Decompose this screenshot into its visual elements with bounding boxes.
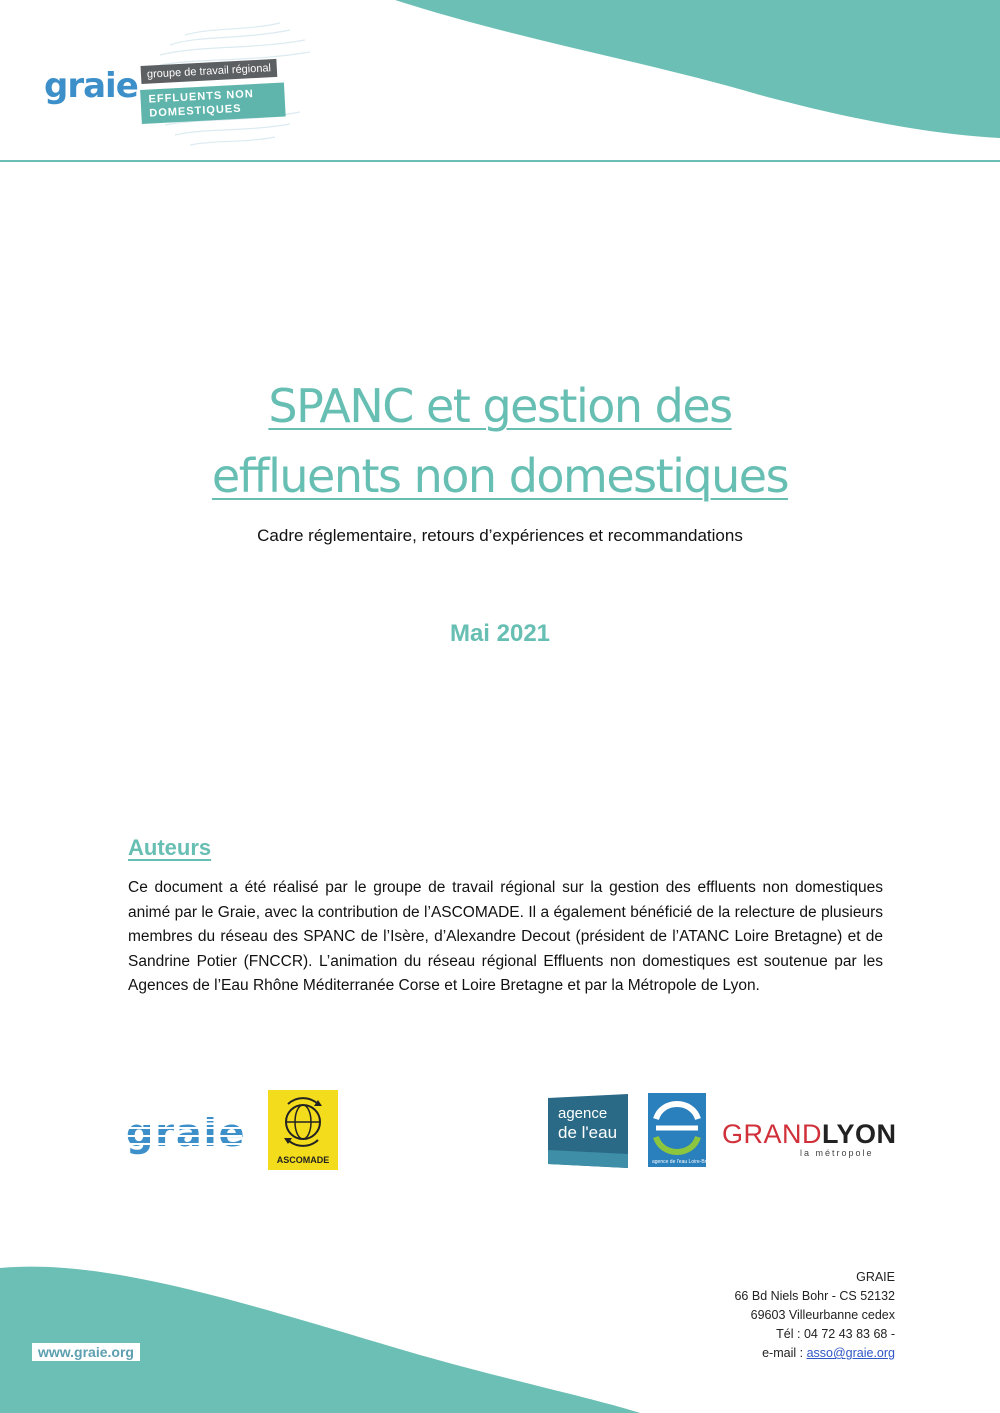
address-city: 69603 Villeurbanne cedex xyxy=(750,1308,895,1322)
graie-partner-logo xyxy=(126,1108,247,1156)
globe-arrows-icon xyxy=(268,1090,338,1152)
ascomade-label: ASCOMADE xyxy=(276,1155,330,1165)
email-link[interactable]: asso@graie.org xyxy=(806,1346,895,1360)
header-wave-decoration xyxy=(0,0,1000,170)
graie-small-word: graie xyxy=(126,1111,247,1155)
document-subtitle: Cadre réglementaire, retours d’expériences et recommandations xyxy=(257,526,743,545)
ascomade-logo xyxy=(268,1090,338,1170)
logo-subtitle-banner: groupe de travail régional xyxy=(141,59,278,84)
address-org-name: GRAIE xyxy=(856,1270,895,1284)
address-email xyxy=(762,1346,895,1360)
email-label: e-mail : xyxy=(762,1346,807,1360)
publication-date: Mai 2021 xyxy=(449,620,551,647)
address-street: 66 Bd Niels Bohr - CS 52132 xyxy=(734,1289,895,1303)
agence-eau-rmc-logo xyxy=(546,1094,630,1170)
document-title-line-1: SPANC et gestion des xyxy=(268,379,732,433)
logo-effluents-banner: EFFLUENTS NON DOMESTIQUES xyxy=(140,82,286,123)
document-title-line-2: effluents non domestiques xyxy=(211,449,789,503)
authors-heading: Auteurs xyxy=(128,835,212,860)
graie-logo: graie xyxy=(44,66,138,106)
grandlyon-subtitle: la métropole xyxy=(800,1148,874,1158)
agence-rmc-line1: agence xyxy=(558,1105,608,1122)
grandlyon-lyon: LYON xyxy=(822,1119,897,1149)
agence-rmc-line2: de l'eau xyxy=(558,1123,618,1142)
authors-paragraph: Ce document a été réalisé par le groupe de travail régional sur la gestion des effluents non domestiques animé par le Graie, avec la contribution de l’ASCOMADE. Il a également bénéficié de la relecture de plusieurs membres du réseau des SPANC de l’Isère, d’Alexandre Decout (président de l’ATANC Loire Bretagne) et de Sandrine Potier (FNCCR). L’animation du réseau régional Effluents non domestiques est soutenue par les Agences de l’Eau Rhône Méditerranée Corse et Loire Bretagne et par la Métropole de Lyon. xyxy=(128,879,883,994)
agence-lb-label: agence de l'eau Loire-Bretagne xyxy=(652,1159,722,1165)
grandlyon-grand: GRAND xyxy=(722,1119,823,1149)
address-phone: Tél : 04 72 43 83 68 - xyxy=(776,1327,895,1341)
agence-eau-loire-bretagne-logo xyxy=(648,1093,722,1169)
grandlyon-logo xyxy=(722,1119,897,1150)
website-link[interactable]: www.graie.org xyxy=(32,1343,140,1361)
